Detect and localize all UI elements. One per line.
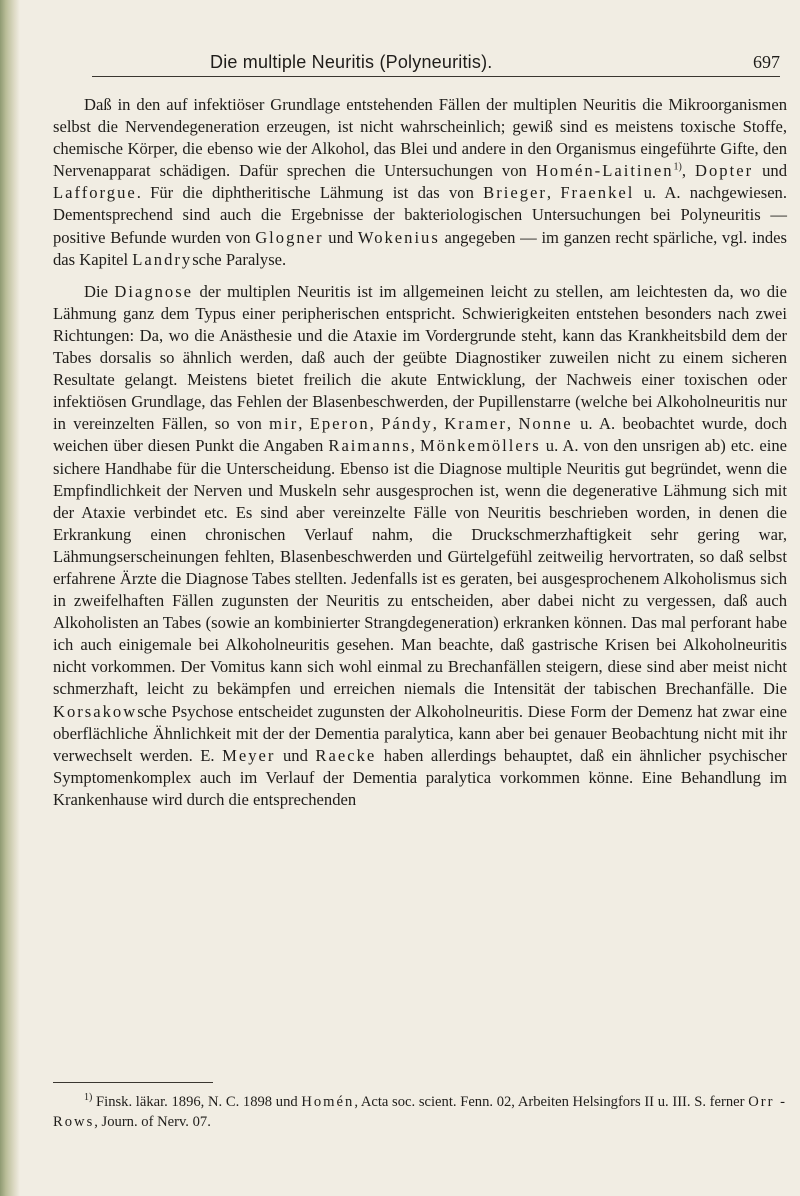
- author-name: Meyer: [222, 745, 276, 765]
- author-name: Orr - Rows: [53, 1094, 787, 1130]
- author-name: Brieger: [483, 183, 547, 203]
- author-name: Landry: [132, 249, 193, 269]
- author-name: Homén-Laitinen: [535, 161, 674, 181]
- author-name: Fraenkel: [560, 183, 635, 203]
- author-name: Nonne: [518, 414, 573, 434]
- author-name: Eperon: [309, 414, 370, 434]
- author-name: Kramer: [444, 414, 507, 434]
- author-name: Wokenius: [357, 227, 440, 247]
- page-number: 697: [753, 52, 780, 72]
- footnote-reference: 1): [673, 161, 682, 173]
- author-name: mir: [269, 414, 299, 434]
- author-name: Pándy: [381, 414, 433, 434]
- header-rule: [92, 76, 780, 77]
- author-name: Raecke: [315, 745, 377, 765]
- body-text: [53, 94, 787, 811]
- author-name: Mönkemöllers: [419, 436, 541, 456]
- author-name: Raimanns: [328, 436, 411, 456]
- running-head: Die multiple Neuritis (Polyneuritis).: [210, 52, 493, 72]
- author-name: Lafforgue: [53, 183, 137, 203]
- author-name: Homén: [301, 1094, 355, 1110]
- author-name: Dopter: [695, 161, 754, 181]
- paragraph-diagnosis: Die Diagnose der multiplen Neuritis ist im allgemeinen leicht zu stellen, am leichtesten da, wo die Lähmung ganz dem Typus einer peripherischen entspricht. Schwierigkeiten entstehen besonders nach zwei Richtungen: Da, wo die Anästhesie und die Ataxie im Vordergrunde steht, kann das Krankheitsbild dem der Tabes dorsalis so ähnlich werden, daß auch der geübte Diagnostiker zuweilen nicht zu einem sicheren Resultate gelangt. Meistens bietet freilich die akute Entwicklung, der Nachweis einer toxischen oder infektiösen Grundlage, das Fehlen der Blasenbeschwerden, der Pupillenstarre (welche bei Alkoholneuritis nur in vereinzelten Fällen, so von mir, Eperon, Pándy, Kramer, Nonne u. A. beobachtet wurde, doch weichen über diesen Punkt die Angaben Raimanns, Mönkemöllers u. A. von den unsrigen ab) etc. eine sichere Handhabe für die Unterscheidung. Ebenso ist die Diagnose multiple Neuritis gut begründet, wenn die Empfindlichkeit der Nerven und Muskeln sehr ausgesprochen ist, wenn die degenerative Lähmung sich mit der Ataxie verbindet etc. Es sind aber vereinzelte Fälle von Neuritis beschrieben worden, in denen die Erkrankung einen chronischen Verlauf nahm, die Druckschmerzhaftigkeit sehr gering war, Lähmungserscheinungen fehlten, Blasenbeschwerden und Gürtelgefühl zeitweilig hervortraten, so daß selbst erfahrene Ärzte die Diagnose Tabes stellten. Jedenfalls ist es geraten, bei ausgesprochenem Alkoholismus sich in zweifelhaften Fällen zugunsten der Neuritis zu entscheiden, aber dabei nicht zu vergessen, daß auch Alkoholisten an Tabes (sowie an kombinierter Strangdegeneration) erkranken können. Das mal perforant habe ich auch einigemale bei Alkoholneuritis gesehen. Man beachte, daß gastrische Krisen bei Alkoholneuritis nicht vorkommen. Der Vomitus kann sich wohl einmal zu Brechanfällen steigern, diese sind aber meist nicht schmerzhaft, leicht zu bekämpfen und erreichen niemals die Intensität der tabischen Brechanfälle. Die Korsakowsche Psychose entscheidet zugunsten der Alkoholneuritis. Diese Form der Demenz hat zwar eine oberflächliche Ähnlichkeit mit der der Dementia paralytica, kann aber bei genauer Beobachtung nicht mit ihr verwechselt werden. E. Meyer und Raecke haben allerdings behauptet, daß ein ähnlicher psychischer Symptomenkomplex auch im Verlauf der Dementia paralytica vorkommen könne. Eine Behandlung im Krankenhause wird durch die entsprechenden: [53, 281, 787, 809]
- footnote-rule: [53, 1082, 213, 1083]
- footnote-mark: 1): [84, 1092, 93, 1104]
- author-name: Korsakow: [53, 701, 138, 721]
- paragraph-etiology: Daß in den auf infektiöser Grundlage entstehenden Fällen der multiplen Neuritis die Mikroorganismen selbst die Nervendegeneration erzeugen, ist nicht wahrscheinlich; gewiß sind es meistens toxische Stoffe, chemische Körper, die ebenso wie der Alkohol, das Blei und andere in den Organismus eingeführte Gifte, den Nervenapparat schädigen. Dafür sprechen die Untersuchungen von Homén-Laitinen$^{1)}$, Dopter und Lafforgue. Für die diphtheritische Lähmung ist das von Brieger, Fraenkel u. A. nachgewiesen. Dementsprechend sind auch die Ergebnisse der bakteriologischen Untersuchungen bei Polyneuritis — positive Befunde wurden von Glogner und Wokenius angegeben — im ganzen recht spärliche, vgl. indes das Kapitel Landrysche Paralyse.: [53, 95, 788, 269]
- section-keyword: Diagnose: [114, 281, 194, 301]
- footnote: $^{1)}$ Finsk. läkar. 1896, N. C. 1898 und Homén, Acta soc. scient. Fenn. 02, Arbeiten Helsingfors II u. III. S. ferner Orr - Rows, Journ. of Nerv. 07.: [53, 1092, 787, 1130]
- page-header: [92, 28, 780, 76]
- author-name: Glogner: [255, 227, 324, 247]
- page-edge-shadow: [0, 0, 20, 1196]
